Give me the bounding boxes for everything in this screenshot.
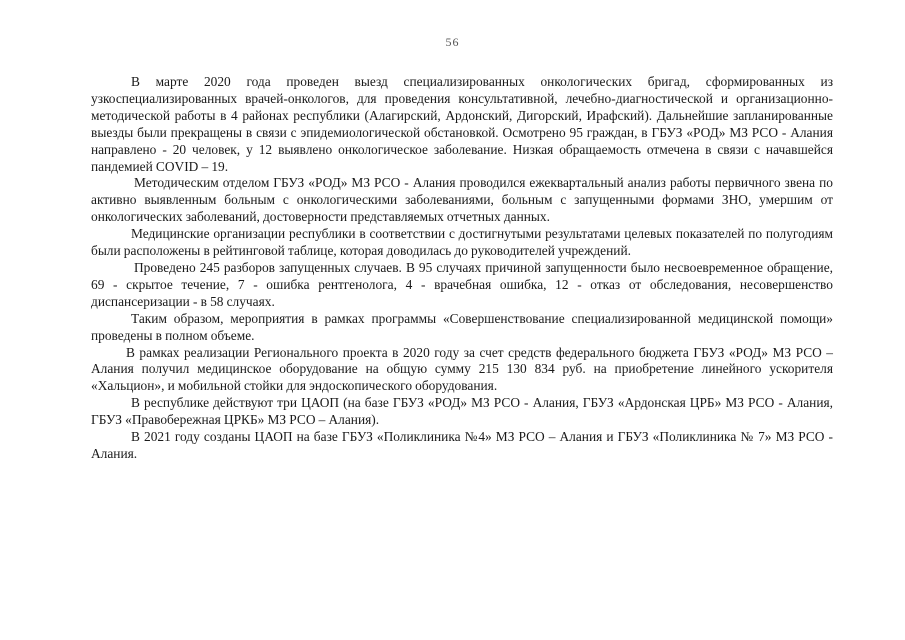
paragraph-caop-2021: В 2021 году созданы ЦАОП на базе ГБУЗ «Поликлиника №4» МЗ РСО – Алания и ГБУЗ «Поликлиника № 7» МЗ РСО - Алания. — [91, 429, 833, 461]
paragraph-advanced-cases: Проведено 245 разборов запущенных случаев. В 95 случаях причиной запущенности было несвоевременное обращение, 69 - скрытое течение, 7 - ошибка рентгенолога, 4 - врачебная ошибка, 12 - отказ от обследования, несовершенство диспансеризации - в 58 случаях. — [91, 259, 833, 309]
paragraph-regional-project: В рамках реализации Регионального проекта в 2020 году за счет средств федерального бюджета ГБУЗ «РОД» МЗ РСО – Алания получил медицинское оборудование на общую сумму 215 130 834 руб. на приобретение линейного ускорителя «Хальцион», и мобильной стойки для эндоскопического оборудования. — [91, 344, 833, 394]
paragraph-methodical-analysis: Методическим отделом ГБУЗ «РОД» МЗ РСО - Алания проводился ежеквартальный анализ работы первичного звена по активно выявленным больным с онкологическими заболеваниями, больным с запущенными формами ЗНО, умершим от онкологических заболеваний, достоверности представляемых отчетных данных. — [91, 175, 833, 225]
paragraph-rating-table: Медицинские организации республики в соответствии с достигнутыми результатами целевых показателей по полугодиям были расположены в рейтинговой таблице, которая доводилась до руководителей учреждений. — [91, 226, 833, 259]
page-number: 56 — [445, 35, 460, 49]
paragraph-field-trips: В марте 2020 года проведен выезд специализированных онкологических бригад, сформированных из узкоспециализированных врачей-онкологов, для проведения консультативной, лечебно-диагностической и организационно-методической работы в 4 районах республики (Алагирский, Ардонский, Дигорский, Ирафский). Дальнейшие запланированные выезды были прекращены в связи с эпидемиологической обстановкой. Осмотрено 95 граждан, в ГБУЗ «РОД» МЗ РСО - Алания направлено - 20 человек, у 12 выявлено онкологическое заболевание. Низкая обращаемость отмечена в связи с начавшейся пандемией COVID – 19. — [91, 74, 833, 174]
document-body — [91, 74, 833, 463]
paragraph-program-summary: Таким образом, мероприятия в рамках программы «Совершенствование специализированной медицинской помощи» проведены в полном объеме. — [91, 310, 833, 343]
paragraph-caop-three: В республике действуют три ЦАОП (на базе ГБУЗ «РОД» МЗ РСО - Алания, ГБУЗ «Ардонская ЦРБ» МЗ РСО - Алания, ГБУЗ «Правобережная ЦРКБ» МЗ РСО – Алания). — [91, 395, 833, 428]
